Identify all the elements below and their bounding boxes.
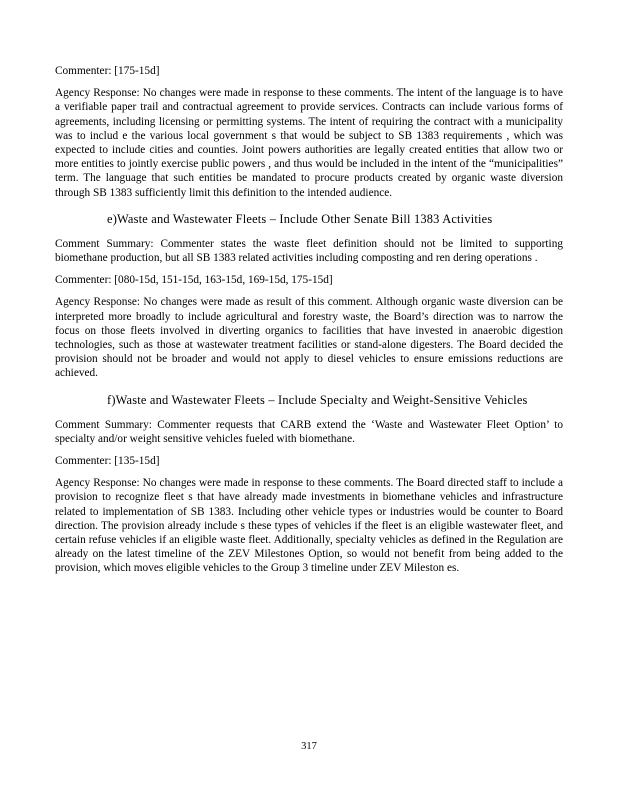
agency-response: Agency Response: No changes were made in response to these comments. The intent of the language is to have a verifiable paper trail and contractual agreement to provide services. Contracts can include various forms of agreements, including licensing or permitting systems. The intent of requiring the contract with a municipality was to includ e the various local government s that would be subject to SB 1383 requirements , which was expected to include cities and counties. Joint powers authorities are legally created entities that allow two or more entities to jointly exercise public powers , and thus would be included in the intent of the “municipalities” term. The language that such entities be mandated to procure products created by organic waste diversion through SB 1383 sufficiently limit this definition to the intended audience. (55, 87, 563, 199)
commenter-line: Commenter: [135-15d] (55, 455, 160, 468)
comment-summary: Comment Summary: Commenter states the waste fleet definition should not be limited to supporting biomethane production, but all SB 1383 related activities including composting and ren dering operations . (55, 237, 563, 265)
comment-summary: Comment Summary: Commenter requests that CARB extend the ‘Waste and Wastewater Fleet Option’ to specialty and/or weight sensitive vehicles fueled with biomethane. (55, 418, 563, 445)
section-heading: f)Waste and Wastewater Fleets – Include Specialty and Weight-Sensitive Vehicles (107, 392, 528, 407)
commenter-line: Commenter: [175-15d] (55, 65, 160, 77)
agency-response: Agency Response: No changes were made as result of this comment. Although organic waste diversion can be interpreted more broadly to include agricultural and forestry waste, the Board’s direction was to narrow the focus on those fleets involved in diverting organics to facilities that have invested in anaerobic digestion technologies, such as those at wastewater treatment facilities or stand-alone digesters. The Board decided the provision should not be broader and would not apply to diesel vehicles to ensure emissions reductions are achieved. (55, 296, 563, 380)
section-heading: e)Waste and Wastewater Fleets – Include Other Senate Bill 1383 Activities (107, 211, 493, 226)
document-page (55, 64, 563, 588)
agency-response: Agency Response: No changes were made in response to these comments. The Board directed staff to include a provision to recognize fleet s that have already made investments in biomethane vehicles and infrastructure related to implementation of SB 1383. Including other vehicle types or industries would be counter to Board direction. The provision already include s these types of vehicles if the fleet is an eligible wastewater fleet, and certain refuse vehicles if an eligible waste fleet. Additionally, specialty vehicles as defined in the Regulation are already on the latest timeline of the ZEV Milestones Option, so would not benefit from being added to the provision, which moves eligible vehicles to the Group 3 timeline under ZEV Mileston es. (55, 477, 563, 575)
commenter-line: Commenter: [080-15d, 151-15d, 163-15d, 169-15d, 175-15d] (55, 274, 333, 287)
page-number: 317 (301, 741, 317, 752)
